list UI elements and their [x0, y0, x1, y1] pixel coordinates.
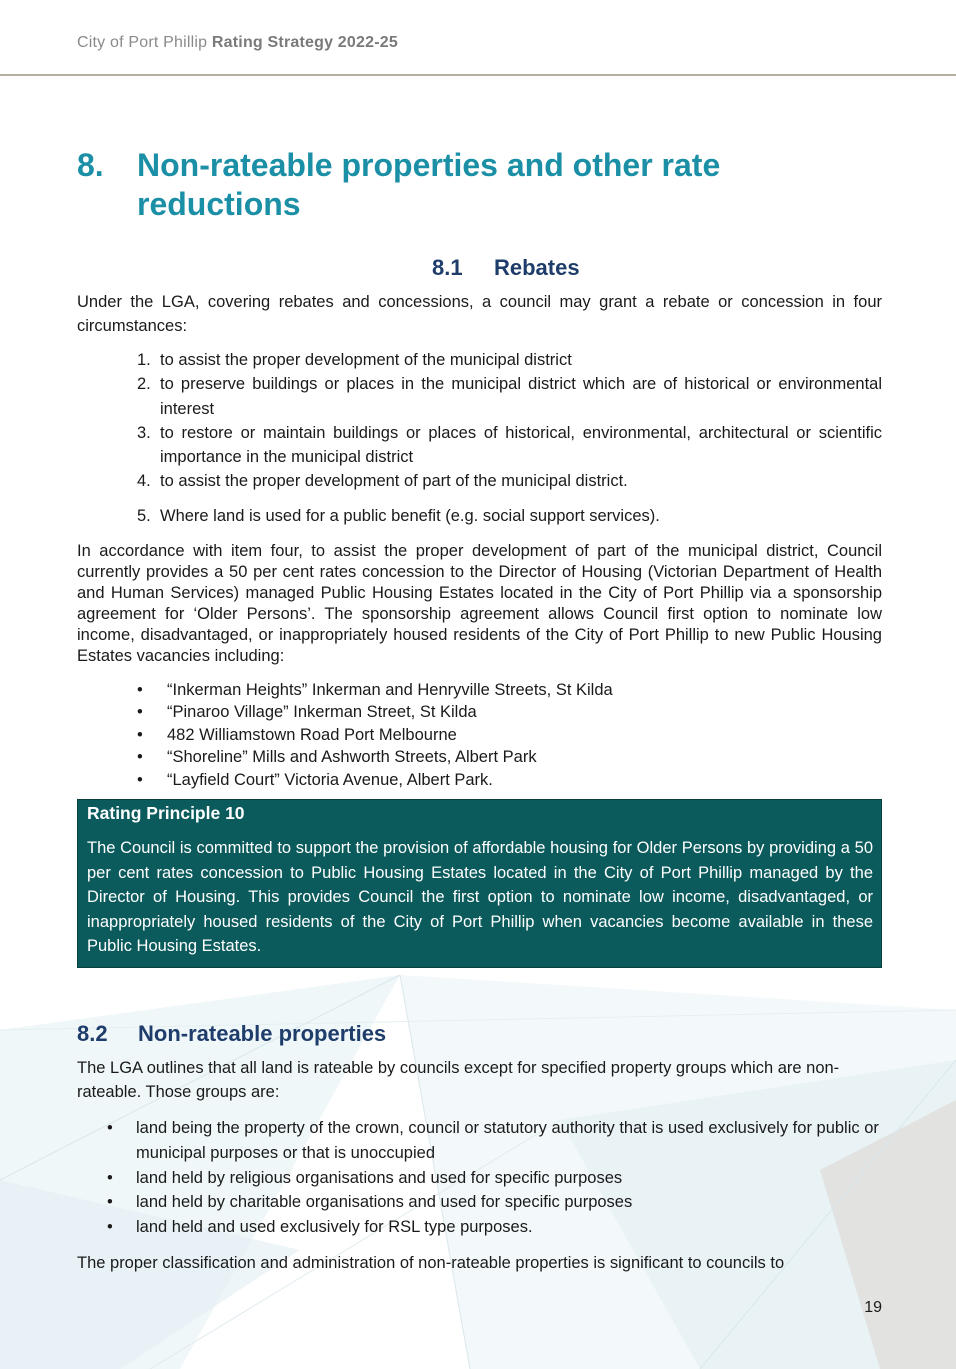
section-heading	[77, 146, 797, 224]
list-item: • land held by charitable organisations and used for specific purposes	[107, 1193, 633, 1212]
nonrateable-closing-paragraph: The proper classification and administration of non-rateable properties is significant to councils to	[77, 1254, 785, 1272]
list-item: • 482 Williamstown Road Port Melbourne	[137, 725, 457, 744]
header-divider	[0, 74, 956, 76]
list-item: 3. to restore or maintain buildings or places of historical, environmental, architectural or scientific importance in the municipal district	[137, 423, 882, 467]
rebate-circumstances-list	[77, 348, 882, 528]
list-item: • “Inkerman Heights” Inkerman and Henryville Streets, St Kilda	[137, 681, 613, 699]
list-item: • land being the property of the crown, council or statutory authority that is used exclusively for public or municipal purposes or that is unoccupied	[107, 1119, 879, 1162]
page-number: 19	[864, 1299, 882, 1316]
running-header	[77, 34, 398, 52]
housing-estates-list	[137, 679, 882, 791]
section-number: 8.	[77, 147, 104, 183]
nonrateable-groups-list	[107, 1116, 882, 1240]
rebates-intro-paragraph: Under the LGA, covering rebates and concessions, a council may grant a rebate or concession in four circumstances:	[77, 293, 882, 335]
header-org: City of Port Phillip	[77, 34, 208, 51]
subsection-number: 8.2	[77, 1021, 108, 1046]
subsection-title: Rebates	[494, 255, 580, 280]
subsection-heading-rebates	[432, 255, 580, 281]
principle-title: Rating Principle 10	[87, 803, 245, 823]
list-item: • land held by religious organisations and used for specific purposes	[107, 1168, 623, 1187]
nonrateable-intro-paragraph: The LGA outlines that all land is rateable by councils except for specified property groups which are non-rateable. Those groups are:	[77, 1059, 840, 1101]
list-item: 2. to preserve buildings or places in the municipal district which are of historical or environmental interest	[137, 375, 882, 418]
subsection-title: Non-rateable properties	[138, 1021, 387, 1046]
list-item: 5. Where land is used for a public benefit (e.g. social support services).	[137, 506, 660, 525]
rating-principle-box	[77, 799, 882, 968]
list-item: 4. to assist the proper development of part of the municipal district.	[137, 472, 628, 491]
section-title: Non-rateable properties and other rate reductions	[137, 147, 721, 222]
list-item: • “Pinaroo Village” Inkerman Street, St Kilda	[137, 703, 477, 722]
header-doc-title: Rating Strategy 2022-25	[211, 34, 398, 51]
subsection-heading-nonrateable	[77, 1021, 386, 1047]
list-item: • “Layfield Court” Victoria Avenue, Albert Park.	[137, 770, 493, 789]
subsection-number: 8.1	[432, 255, 463, 280]
list-item: • “Shoreline” Mills and Ashworth Streets, Albert Park	[137, 748, 537, 767]
list-item: • land held and used exclusively for RSL type purposes.	[107, 1218, 533, 1237]
rebates-body-paragraph: In accordance with item four, to assist the proper development of part of the municipal district, Council currently provides a 50 per cent rates concession to the Director of Housing (Victorian Department of Health and Human Services) managed Public Housing Estates located in the City of Port Phillip via a sponsorship agreement for ‘Older Persons’. The sponsorship agreement allows Council first option to nominate low income, disadvantaged, or inappropriately housed residents of the City of Port Phillip to new Public Housing Estates vacancies including:	[77, 542, 882, 665]
principle-text: The Council is committed to support the provision of affordable housing for Older Persons by providing a 50 per cent rates concession to Public Housing Estates located in the City of Port Phillip managed by the Director of Housing. This provides Council the first option to nominate low income, disadvantaged, or inappropriately housed residents of the City of Port Phillip when vacancies become available in these Public Housing Estates.	[87, 839, 873, 955]
list-item: 1. to assist the proper development of the municipal district	[137, 351, 572, 369]
